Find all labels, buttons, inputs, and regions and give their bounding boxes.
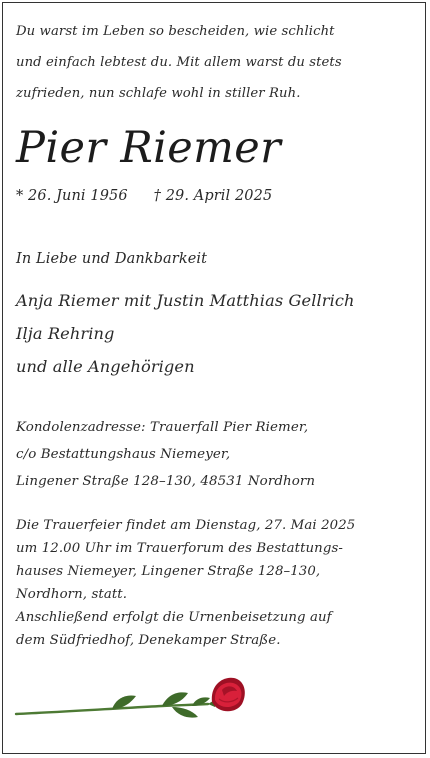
- poem-line: und einfach lebtest du. Mit allem warst du stets: [16, 55, 342, 70]
- address-line: c/o Bestattungshaus Niemeyer,: [16, 447, 231, 462]
- poem-line: Du warst im Leben so bescheiden, wie schlicht: [16, 24, 335, 39]
- rose-leaf: [172, 707, 198, 718]
- deceased-name: Pier Riemer: [16, 123, 282, 173]
- poem: [16, 16, 418, 109]
- ceremony-line: Nordhorn, statt.: [16, 587, 128, 602]
- mourner-name: Ilja Rehring: [16, 324, 115, 343]
- ceremony-line: hauses Niemeyer, Lingener Straße 128–130,: [16, 564, 321, 579]
- mourners-list: [16, 284, 418, 383]
- ceremony-line: Die Trauerfeier findet am Dienstag, 27. Mai 2025: [16, 518, 356, 533]
- life-dates: [16, 181, 418, 211]
- address-line: Lingener Straße 128–130, 48531 Nordhorn: [16, 474, 316, 489]
- poem-line: zufrieden, nun schlafe wohl in stiller Ruh.: [16, 86, 301, 101]
- mourner-name: Anja Riemer mit Justin Matthias Gellrich: [16, 291, 355, 310]
- death-date: † 29. April 2025: [153, 188, 273, 204]
- mourners-intro: In Liebe und Dankbarkeit: [16, 251, 208, 267]
- ceremony-line: Anschließend erfolgt die Urnenbeisetzung auf: [16, 610, 332, 625]
- birth-date: * 26. Juni 1956: [16, 188, 128, 204]
- rose-icon: [12, 672, 252, 742]
- ceremony-info: [16, 514, 418, 652]
- address-line: Kondolenzadresse: Trauerfall Pier Riemer,: [16, 420, 309, 435]
- mourner-name: und alle Angehörigen: [16, 357, 195, 376]
- ceremony-line: dem Südfriedhof, Denekamper Straße.: [16, 633, 281, 648]
- ceremony-line: um 12.00 Uhr im Trauerforum des Bestattungs-: [16, 541, 343, 556]
- condolence-address: [16, 414, 418, 495]
